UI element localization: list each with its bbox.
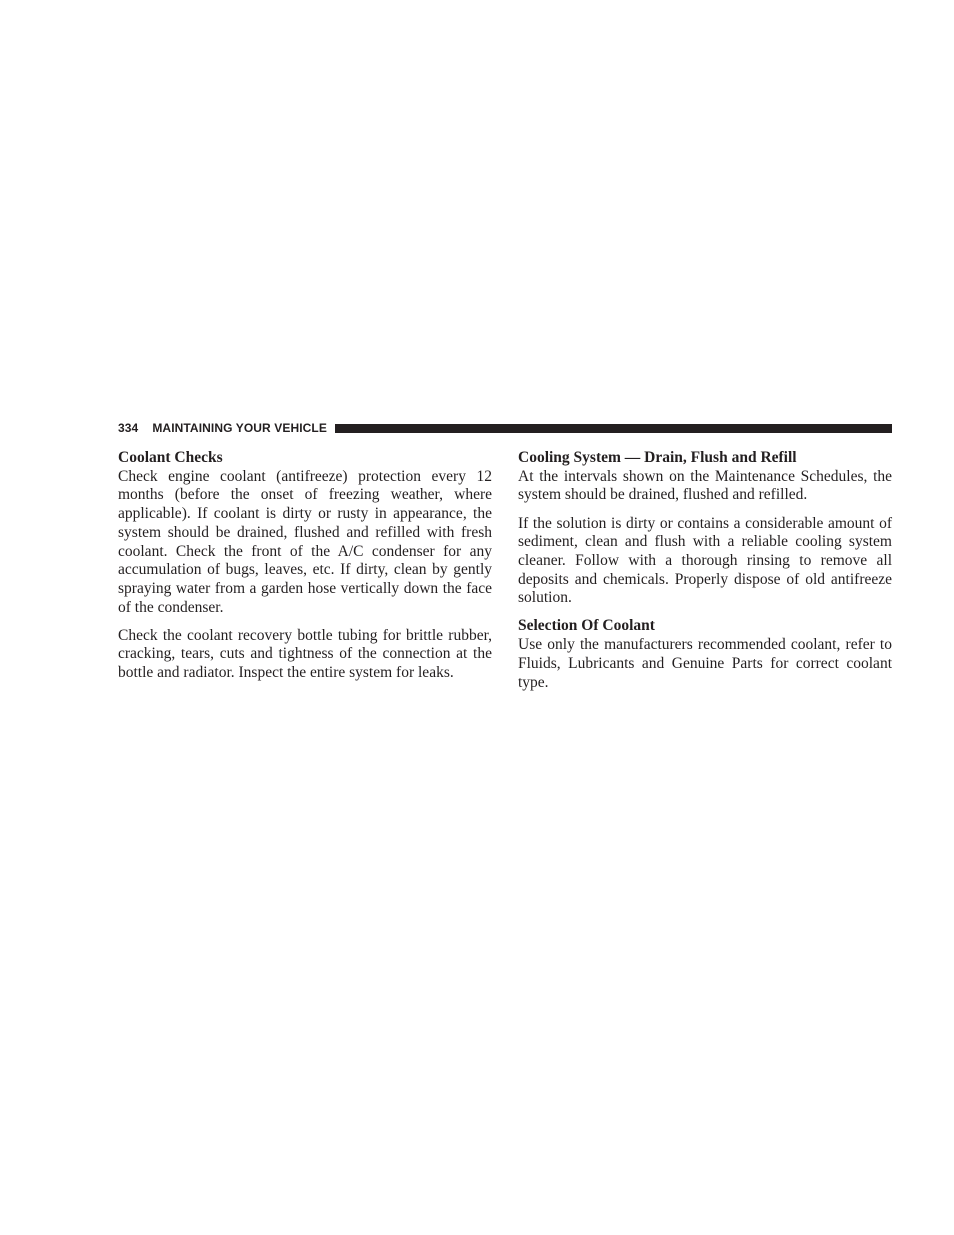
- section-title: MAINTAINING YOUR VEHICLE: [152, 421, 327, 435]
- right-column: [518, 449, 892, 692]
- selection-of-coolant-heading: Selection Of Coolant: [518, 617, 655, 635]
- page-header: [118, 419, 892, 437]
- coolant-checks-paragraph-2: Check the coolant recovery bottle tubing for brittle rubber, cracking, tears, cuts and tightness of the connection at the bottle and radiator. Inspect the entire system for leaks.: [118, 626, 492, 682]
- drain-flush-refill-heading: Cooling System — Drain, Flush and Refill: [518, 449, 797, 466]
- page-number: 334: [118, 421, 139, 435]
- header-rule: [335, 424, 892, 433]
- left-column: [118, 449, 492, 683]
- selection-of-coolant-paragraph: Use only the manufacturers recommended coolant, refer to Fluids, Lubricants and Genuine Parts for correct coolant type.: [518, 636, 892, 691]
- coolant-checks-heading: Coolant Checks: [118, 449, 223, 466]
- drain-flush-refill-paragraph-2: If the solution is dirty or contains a considerable amount of sediment, clean and flush with a reliable cooling system cleaner. Follow with a thorough rinsing to remove all deposits and chemicals. Properly dispose of old antifreeze solution.: [518, 514, 892, 607]
- drain-flush-refill-paragraph-1: At the intervals shown on the Maintenance Schedules, the system should be drained, flushed and refilled.: [518, 467, 892, 504]
- coolant-checks-paragraph-1: Check engine coolant (antifreeze) protection every 12 months (before the onset of freezing weather, where applicable). If coolant is dirty or rusty in appearance, the system should be drained, flushed and refilled with fresh coolant. Check the front of the A/C condenser for any accumulation of bugs, leaves, etc. If dirty, clean by gently spraying water from a garden hose vertically down the face of the condenser.: [118, 467, 492, 616]
